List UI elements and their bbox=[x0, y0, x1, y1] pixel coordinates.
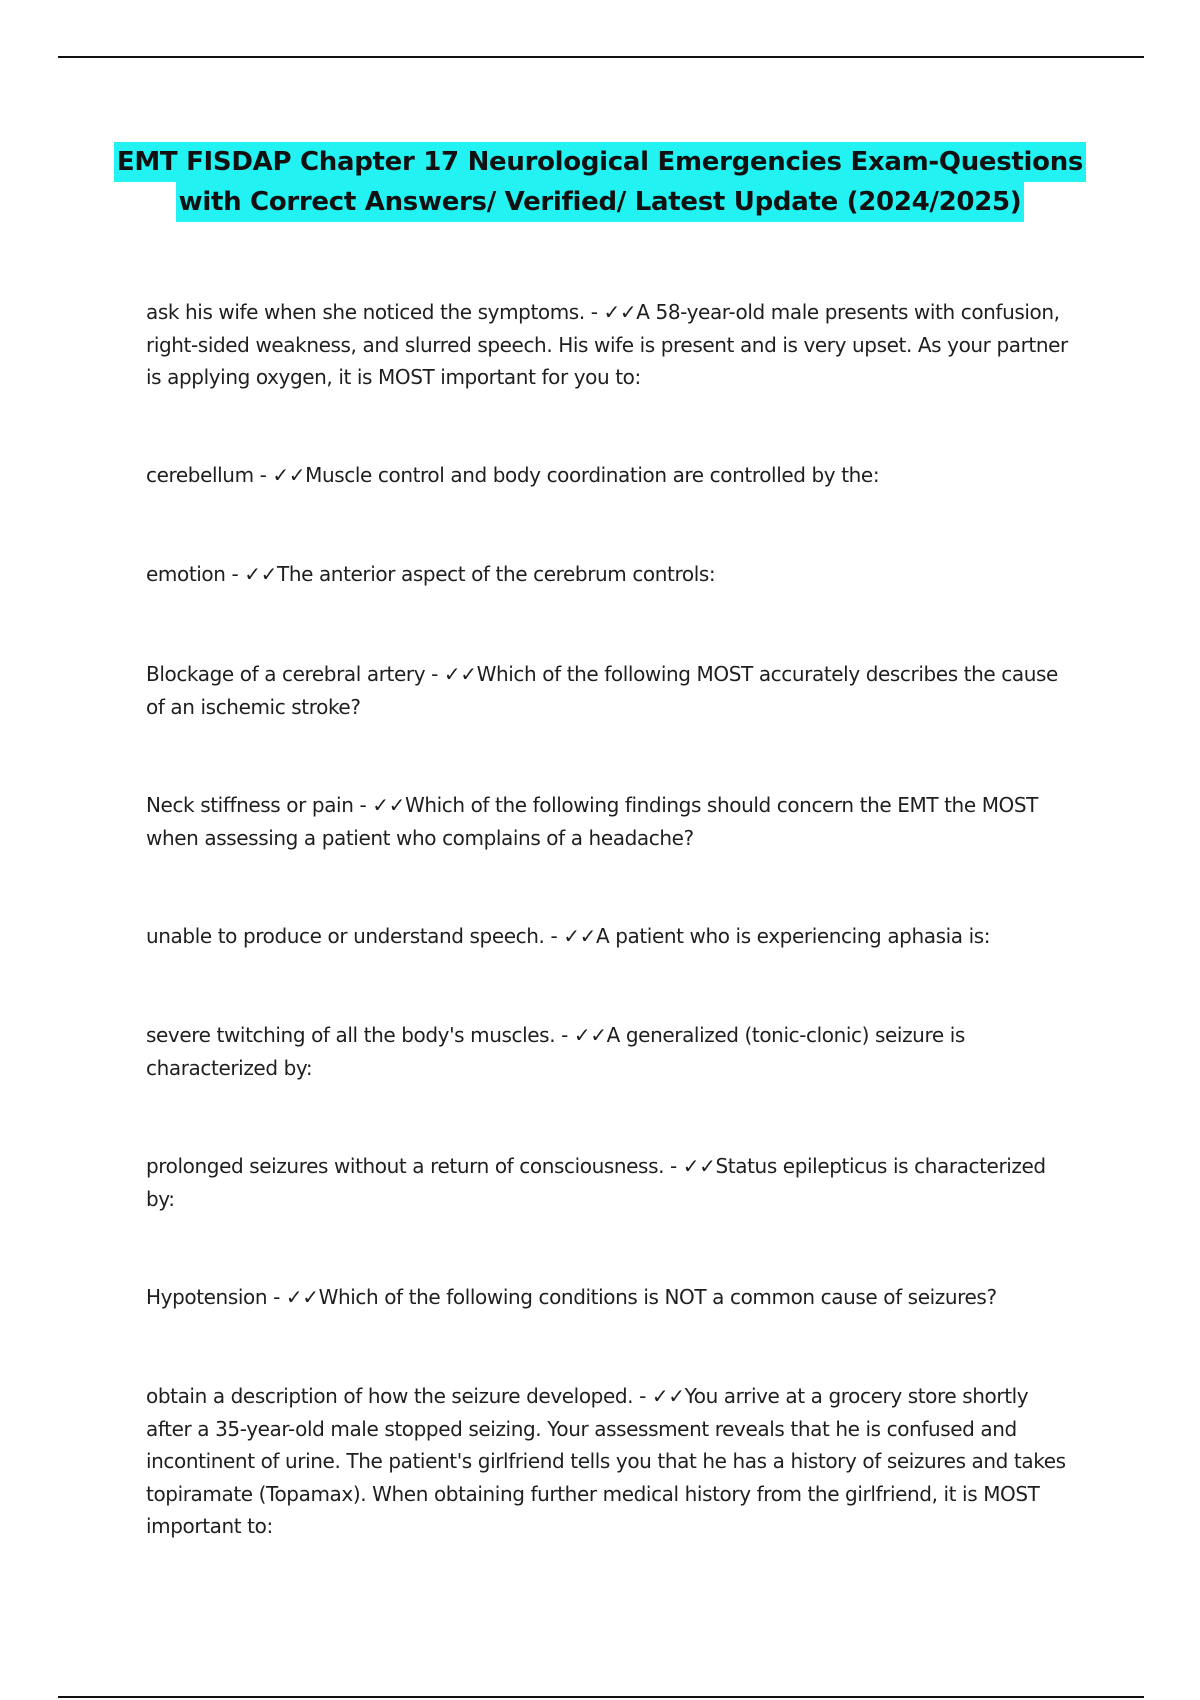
qa-item-8 bbox=[146, 1150, 1071, 1215]
qa-item-1 bbox=[146, 296, 1071, 394]
qa-item-2 bbox=[146, 459, 1071, 492]
answer-text: ask his wife when she noticed the symptoms. bbox=[146, 300, 585, 324]
answer-text: prolonged seizures without a return of consciousness. bbox=[146, 1154, 665, 1178]
qa-item-7 bbox=[146, 1019, 1071, 1084]
qa-item-3 bbox=[146, 558, 1071, 591]
check-separator: - ✓✓ bbox=[633, 1384, 685, 1408]
check-separator: - ✓✓ bbox=[544, 924, 596, 948]
check-separator: - ✓✓ bbox=[253, 463, 306, 487]
qa-item-10 bbox=[146, 1380, 1071, 1543]
check-separator: - ✓✓ bbox=[555, 1023, 607, 1047]
answer-text: Blockage of a cerebral artery bbox=[146, 662, 426, 686]
qa-item-4 bbox=[146, 658, 1071, 723]
question-text: Which of the following MOST accurately describes the cause of an ischemic stroke? bbox=[146, 662, 1058, 719]
title-line-2: with Correct Answers/ Verified/ Latest Update (2024/2025) bbox=[176, 182, 1025, 222]
answer-text: emotion bbox=[146, 562, 226, 586]
title-line-1: EMT FISDAP Chapter 17 Neurological Emergencies Exam-Questions bbox=[114, 142, 1086, 182]
check-separator: - ✓✓ bbox=[584, 300, 637, 324]
answer-text: Neck stiffness or pain bbox=[146, 793, 354, 817]
answer-text: Hypotension bbox=[146, 1285, 268, 1309]
question-text: Muscle control and body coordination are controlled by the: bbox=[305, 463, 880, 487]
question-text: The anterior aspect of the cerebrum controls: bbox=[277, 562, 716, 586]
answer-text: cerebellum bbox=[146, 463, 254, 487]
question-text: A generalized (tonic-clonic) seizure is characterized by: bbox=[146, 1023, 965, 1080]
qa-item-5 bbox=[146, 789, 1071, 854]
check-separator: - ✓✓ bbox=[225, 562, 277, 586]
check-separator: - ✓✓ bbox=[425, 662, 477, 686]
page-title bbox=[0, 142, 1200, 222]
bottom-rule bbox=[58, 1696, 1144, 1698]
check-separator: - ✓✓ bbox=[267, 1285, 319, 1309]
qa-item-6 bbox=[146, 920, 1071, 953]
question-text: Which of the following conditions is NOT a common cause of seizures? bbox=[318, 1285, 997, 1309]
check-separator: - ✓✓ bbox=[664, 1154, 716, 1178]
question-text: Status epilepticus is characterized by: bbox=[146, 1154, 1046, 1211]
answer-text: obtain a description of how the seizure developed. bbox=[146, 1384, 634, 1408]
top-rule bbox=[58, 56, 1144, 58]
question-text: You arrive at a grocery store shortly after a 35-year-old male stopped seizing. Your assessment reveals that he is confused and incontinent of urine. The patient's girlfriend tells you that he has a history of seizures and takes topiramate (Topamax). When obtaining further medical history from the girlfriend, it is MOST important to: bbox=[146, 1384, 1066, 1538]
qa-item-9 bbox=[146, 1281, 1071, 1314]
answer-text: severe twitching of all the body's muscles. bbox=[146, 1023, 556, 1047]
question-text: A 58-year-old male presents with confusion, right-sided weakness, and slurred speech. His wife is present and is very upset. As your partner is applying oxygen, it is MOST important for you to: bbox=[146, 300, 1068, 389]
check-separator: - ✓✓ bbox=[353, 793, 405, 817]
answer-text: unable to produce or understand speech. bbox=[146, 924, 545, 948]
question-text: A patient who is experiencing aphasia is: bbox=[595, 924, 991, 948]
question-text: Which of the following findings should concern the EMT the MOST when assessing a patient who complains of a headache? bbox=[146, 793, 1038, 850]
